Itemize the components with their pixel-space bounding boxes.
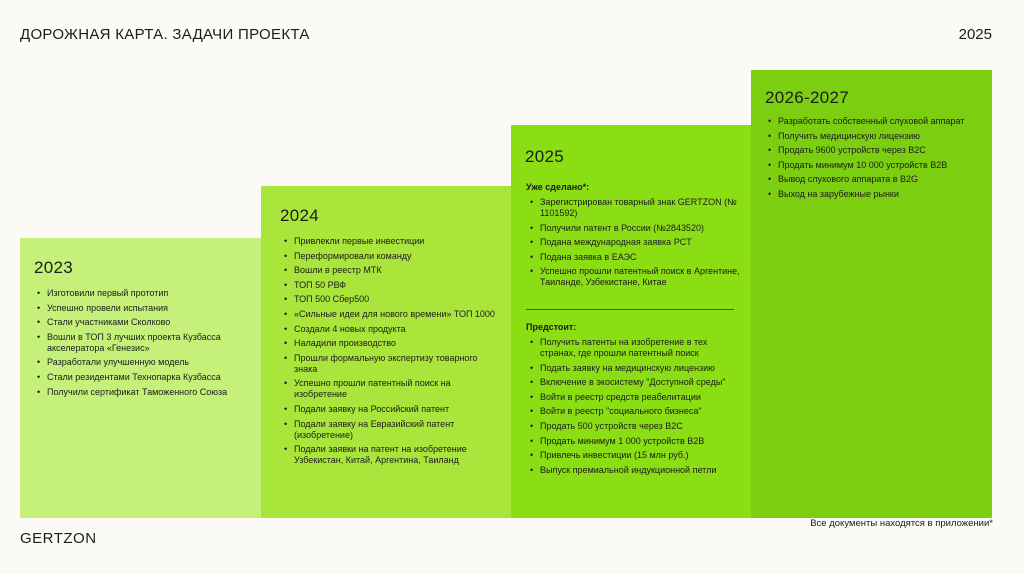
list-item: • Вошли в ТОП 3 лучших проекта Кузбасса акселератора «Генезис» [35, 332, 240, 354]
list-item: • Подана заявка в ЕАЭС [528, 252, 743, 263]
list-item: • Подана международная заявка PCT [528, 237, 743, 248]
roadmap-step-2024 [261, 186, 511, 518]
list-item: • ТОП 500 Сбер500 [282, 294, 502, 305]
list-item: • Подали заявку на Евразийский патент (изобретение) [282, 419, 502, 441]
page-title: ДОРОЖНАЯ КАРТА. ЗАДАЧИ ПРОЕКТА [20, 26, 310, 43]
list-item: • Подали заявку на Российский патент [282, 404, 502, 415]
list-item: • Включение в экосистему "Доступной среды" [528, 377, 743, 388]
footer-note: Все документы находятся в приложении* [810, 518, 993, 529]
list-item: • Продать минимум 1 000 устройств В2В [528, 436, 743, 447]
todo-label: Предстоит: [526, 322, 577, 332]
step-year-2026-2027: 2026-2027 [765, 88, 849, 107]
roadmap-step-2023 [20, 238, 261, 518]
list-item: • Успешно прошли патентный поиск на изобретение [282, 378, 502, 400]
list-item: • ТОП 50 РВФ [282, 280, 502, 291]
list-item: • Подать заявку на медицинскую лицензию [528, 363, 743, 374]
list-item: • Стали участниками Сколково [35, 317, 240, 328]
list-item: • Успешно прошли патентный поиск в Аргентине, Таиланде, Узбекистане, Китае [528, 266, 743, 288]
list-item: • Получить патенты на изобретение в тех странах, где прошли патентный поиск [528, 337, 743, 359]
step-year-2023: 2023 [34, 258, 74, 277]
list-item: • Успешно провели испытания [35, 303, 240, 314]
step-2025-todo-list [528, 337, 743, 479]
list-item: • Подали заявки на патент на изобретение Узбекистан, Китай, Аргентина, Таиланд [282, 444, 502, 466]
list-item: • Наладили производство [282, 338, 502, 349]
roadmap-step-2025 [511, 125, 751, 518]
list-item: • Продать 9600 устройств через B2C [766, 145, 986, 156]
step-year-2024: 2024 [280, 206, 320, 225]
list-item: • Разработали улучшенную модель [35, 357, 240, 368]
list-item: • Привлекли первые инвестиции [282, 236, 502, 247]
list-item: • Создали 4 новых продукта [282, 324, 502, 335]
list-item: • Стали резидентами Технопарка Кузбасса [35, 372, 240, 383]
list-item: • Привлечь инвестиции (15 млн руб.) [528, 450, 743, 461]
brand-logo-text: GERTZON [20, 530, 97, 547]
step-2023-list [35, 288, 240, 401]
list-item: • Продать минимум 10 000 устройств В2В [766, 160, 986, 171]
list-item: • Изготовили первый прототип [35, 288, 240, 299]
list-item: • Получили сертификат Таможенного Союза [35, 387, 240, 398]
step-year-2025: 2025 [525, 147, 565, 166]
list-item: • Разработать собственный слуховой аппарат [766, 116, 986, 127]
list-item: • Получили патент в России (№2843520) [528, 223, 743, 234]
list-item: • Вывод слухового аппарата в B2G [766, 174, 986, 185]
list-item: • Прошли формальную экспертизу товарного знака [282, 353, 502, 375]
list-item: • Войти в реестр средств реабелитации [528, 392, 743, 403]
list-item: • Выход на зарубежные рынки [766, 189, 986, 200]
section-divider [526, 309, 734, 310]
step-2024-list [282, 236, 502, 470]
list-item: • Получить медицинскую лицензию [766, 131, 986, 142]
header-year: 2025 [958, 26, 992, 43]
list-item: • Переформировали команду [282, 251, 502, 262]
roadmap-step-2026-2027 [751, 70, 992, 518]
list-item: • Войти в реестр "социального бизнеса" [528, 406, 743, 417]
list-item: • Вошли в реестр МТК [282, 265, 502, 276]
list-item: • Зарегистрирован товарный знак GERTZON (№ 1101592) [528, 197, 743, 219]
done-label: Уже сделано*: [526, 182, 590, 192]
step-2026-2027-list [766, 116, 986, 204]
list-item: • «Сильные идеи для нового времени» ТОП 1000 [282, 309, 502, 320]
list-item: • Продать 500 устройств через B2C [528, 421, 743, 432]
step-2025-done-list [528, 197, 743, 292]
list-item: • Выпуск премиальной индукционной петли [528, 465, 743, 476]
